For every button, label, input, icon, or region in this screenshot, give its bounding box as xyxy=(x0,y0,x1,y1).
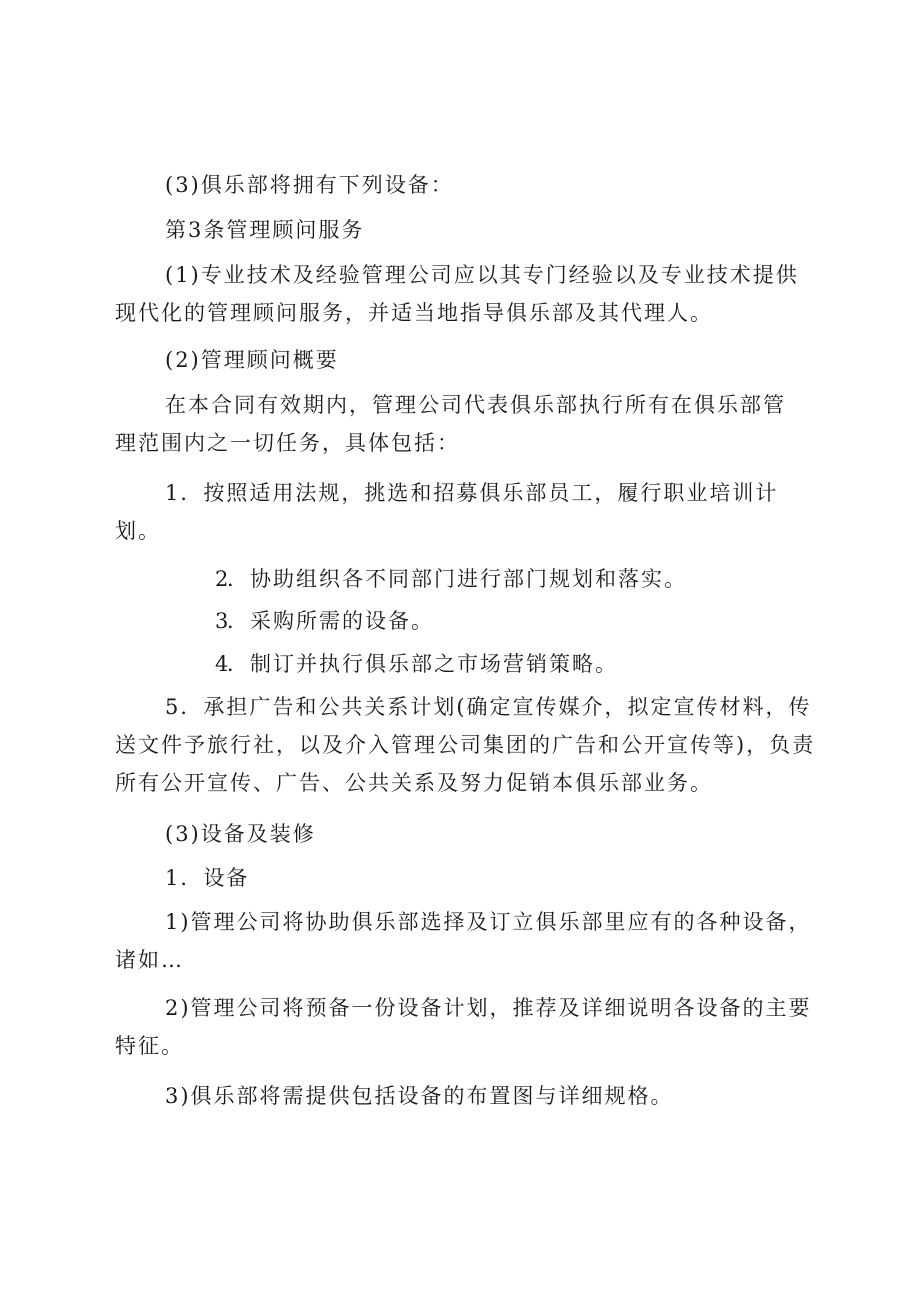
list-item-1 xyxy=(115,474,815,550)
text-line: 在本合同有效期内，管理公司代表俱乐部执行所有在俱乐部管 xyxy=(165,393,786,417)
text-line: 第3条管理顾问服务 xyxy=(165,218,365,242)
text-line: 理范围内之一切任务，具体包括： xyxy=(115,431,460,455)
text-line: (1)专业技术及经验管理公司应以其专门经验以及专业技术提供 xyxy=(165,263,799,287)
text-line xyxy=(115,560,815,598)
list-number: 4 xyxy=(215,652,231,676)
list-number: 3 xyxy=(215,609,231,633)
text-line: (3)俱乐部将拥有下列设备： xyxy=(165,173,454,197)
text-line: 1．设备 xyxy=(165,866,250,890)
text-line: 1．按照适用法规，挑选和招募俱乐部员工，履行职业培训计 xyxy=(165,481,779,505)
list-text: ．制订并执行俱乐部之市场营销策略。 xyxy=(227,652,618,676)
text-line xyxy=(115,645,815,683)
text-line: 送文件予旅行社，以及介入管理公司集团的广告和公开宣传等)，负责 xyxy=(115,733,816,757)
text-line: 划。 xyxy=(115,519,161,543)
list-text: ．采购所需的设备。 xyxy=(227,609,434,633)
text-line: (2)管理顾问概要 xyxy=(165,348,339,372)
paragraph-technical-expertise xyxy=(115,256,815,332)
equipment-item-2 xyxy=(115,989,815,1065)
paragraph-contract-scope xyxy=(115,386,815,462)
list-number: 2 xyxy=(215,567,231,591)
list-item-2 xyxy=(115,560,815,598)
list-item-3 xyxy=(115,602,815,640)
text-line: 1)管理公司将协助俱乐部选择及订立俱乐部里应有的各种设备， xyxy=(165,910,812,934)
equipment-item-1 xyxy=(115,903,815,979)
text-line xyxy=(115,602,815,640)
text-line: 特征。 xyxy=(115,1034,184,1058)
text-line: 诸如… xyxy=(115,948,184,972)
text-line: 所有公开宣传、广告、公共关系及努力促销本俱乐部业务。 xyxy=(115,771,713,795)
subheading-equipment xyxy=(115,859,815,897)
paragraph-equipment-intro xyxy=(115,166,815,204)
section-heading-equipment-decoration xyxy=(115,815,815,853)
text-line: 2)管理公司将预备一份设备计划，推荐及详细说明各设备的主要 xyxy=(165,996,812,1020)
text-line: 3)俱乐部将需提供包括设备的布置图与详细规格。 xyxy=(165,1084,674,1108)
list-item-4 xyxy=(115,645,815,683)
list-text: ．协助组织各不同部门进行部门规划和落实。 xyxy=(227,567,687,591)
equipment-item-3 xyxy=(115,1077,815,1115)
list-item-5 xyxy=(115,688,815,802)
text-line: 现代化的管理顾问服务，并适当地指导俱乐部及其代理人。 xyxy=(115,301,713,325)
section-heading-article-3 xyxy=(115,211,815,249)
text-line: 5．承担广告和公共关系计划(确定宣传媒介，拟定宣传材料，传 xyxy=(165,695,812,719)
paragraph-consulting-summary-heading xyxy=(115,341,815,379)
text-line: (3)设备及装修 xyxy=(165,822,316,846)
